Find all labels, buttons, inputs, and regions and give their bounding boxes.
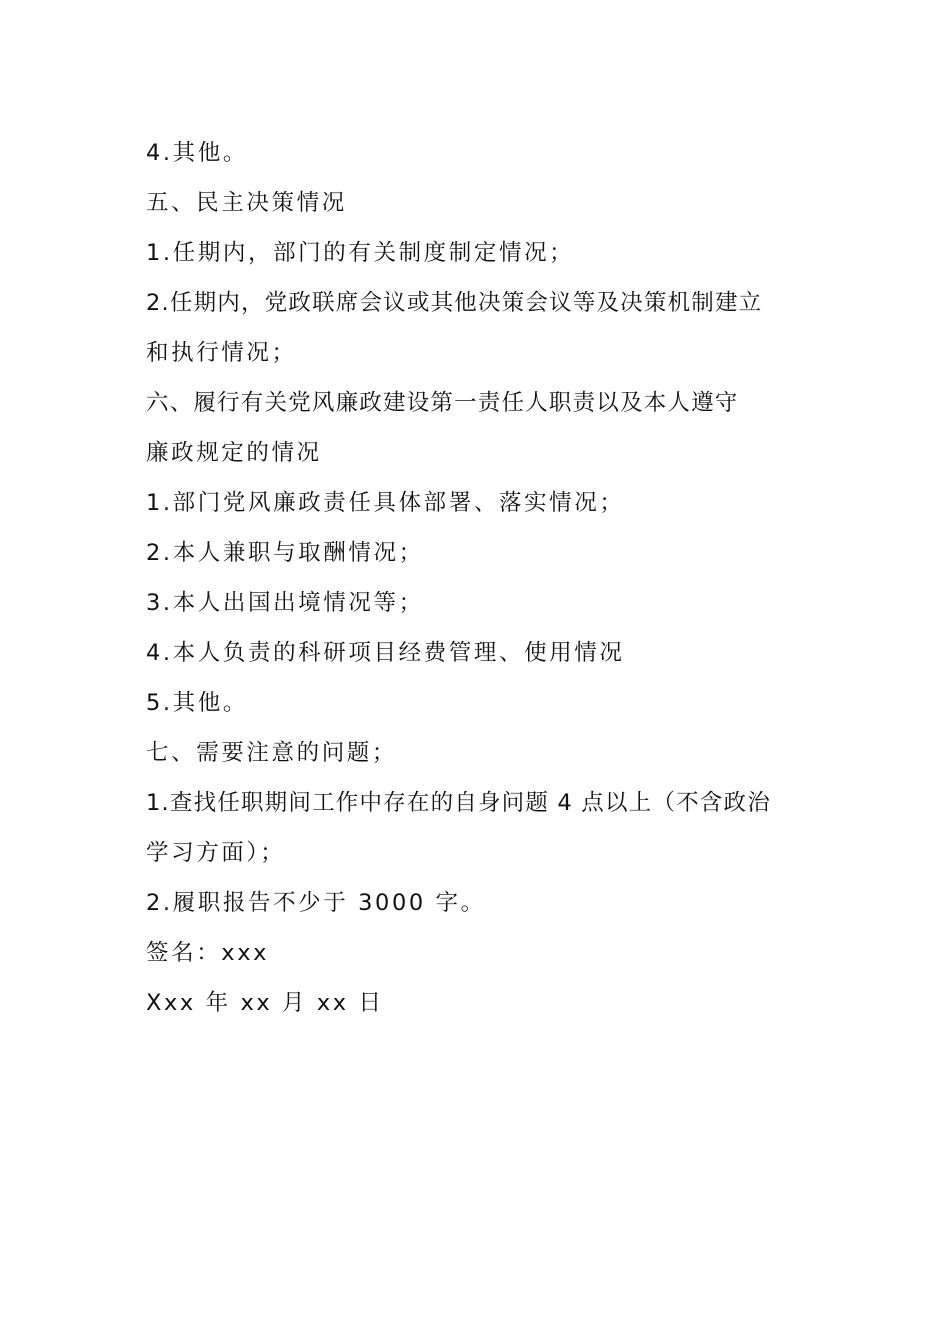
date-line: Xxx 年 xx 月 xx 日 [146, 990, 384, 1016]
section-heading-integrity-line1: 六、履行有关党风廉政建设第一责任人职责以及本人遵守 [146, 390, 739, 416]
list-item-integrity-deployment: 1.部门党风廉政责任具体部署、落实情况； [146, 490, 625, 516]
section-heading-democratic-decision: 五、民主决策情况 [146, 190, 347, 216]
document-body [146, 128, 808, 1028]
list-item-other-4: 4.其他。 [146, 140, 248, 166]
list-item-research-funds: 4.本人负责的科研项目经费管理、使用情况 [146, 640, 625, 666]
list-item-joint-meeting-line1: 2.任期内，党政联席会议或其他决策会议等及决策机制建立 [146, 290, 763, 316]
list-item-self-issues-line1: 1.查找任职期间工作中存在的自身问题 4 点以上（不含政治 [146, 790, 771, 816]
section-heading-integrity-line2: 廉政规定的情况 [146, 440, 322, 466]
section-heading-notes: 七、需要注意的问题； [146, 740, 398, 766]
list-item-other-5: 5.其他。 [146, 690, 248, 716]
list-item-self-issues-line2: 学习方面）； [146, 840, 286, 866]
list-item-part-time-pay: 2.本人兼职与取酬情况； [146, 540, 424, 566]
list-item-system-formulation: 1.任期内，部门的有关制度制定情况； [146, 240, 575, 266]
list-item-joint-meeting-line2: 和执行情况； [146, 340, 297, 366]
list-item-overseas-travel: 3.本人出国出境情况等； [146, 590, 424, 616]
list-item-report-length: 2.履职报告不少于 3000 字。 [146, 890, 486, 916]
signature-line: 签名：xxx [146, 940, 270, 966]
